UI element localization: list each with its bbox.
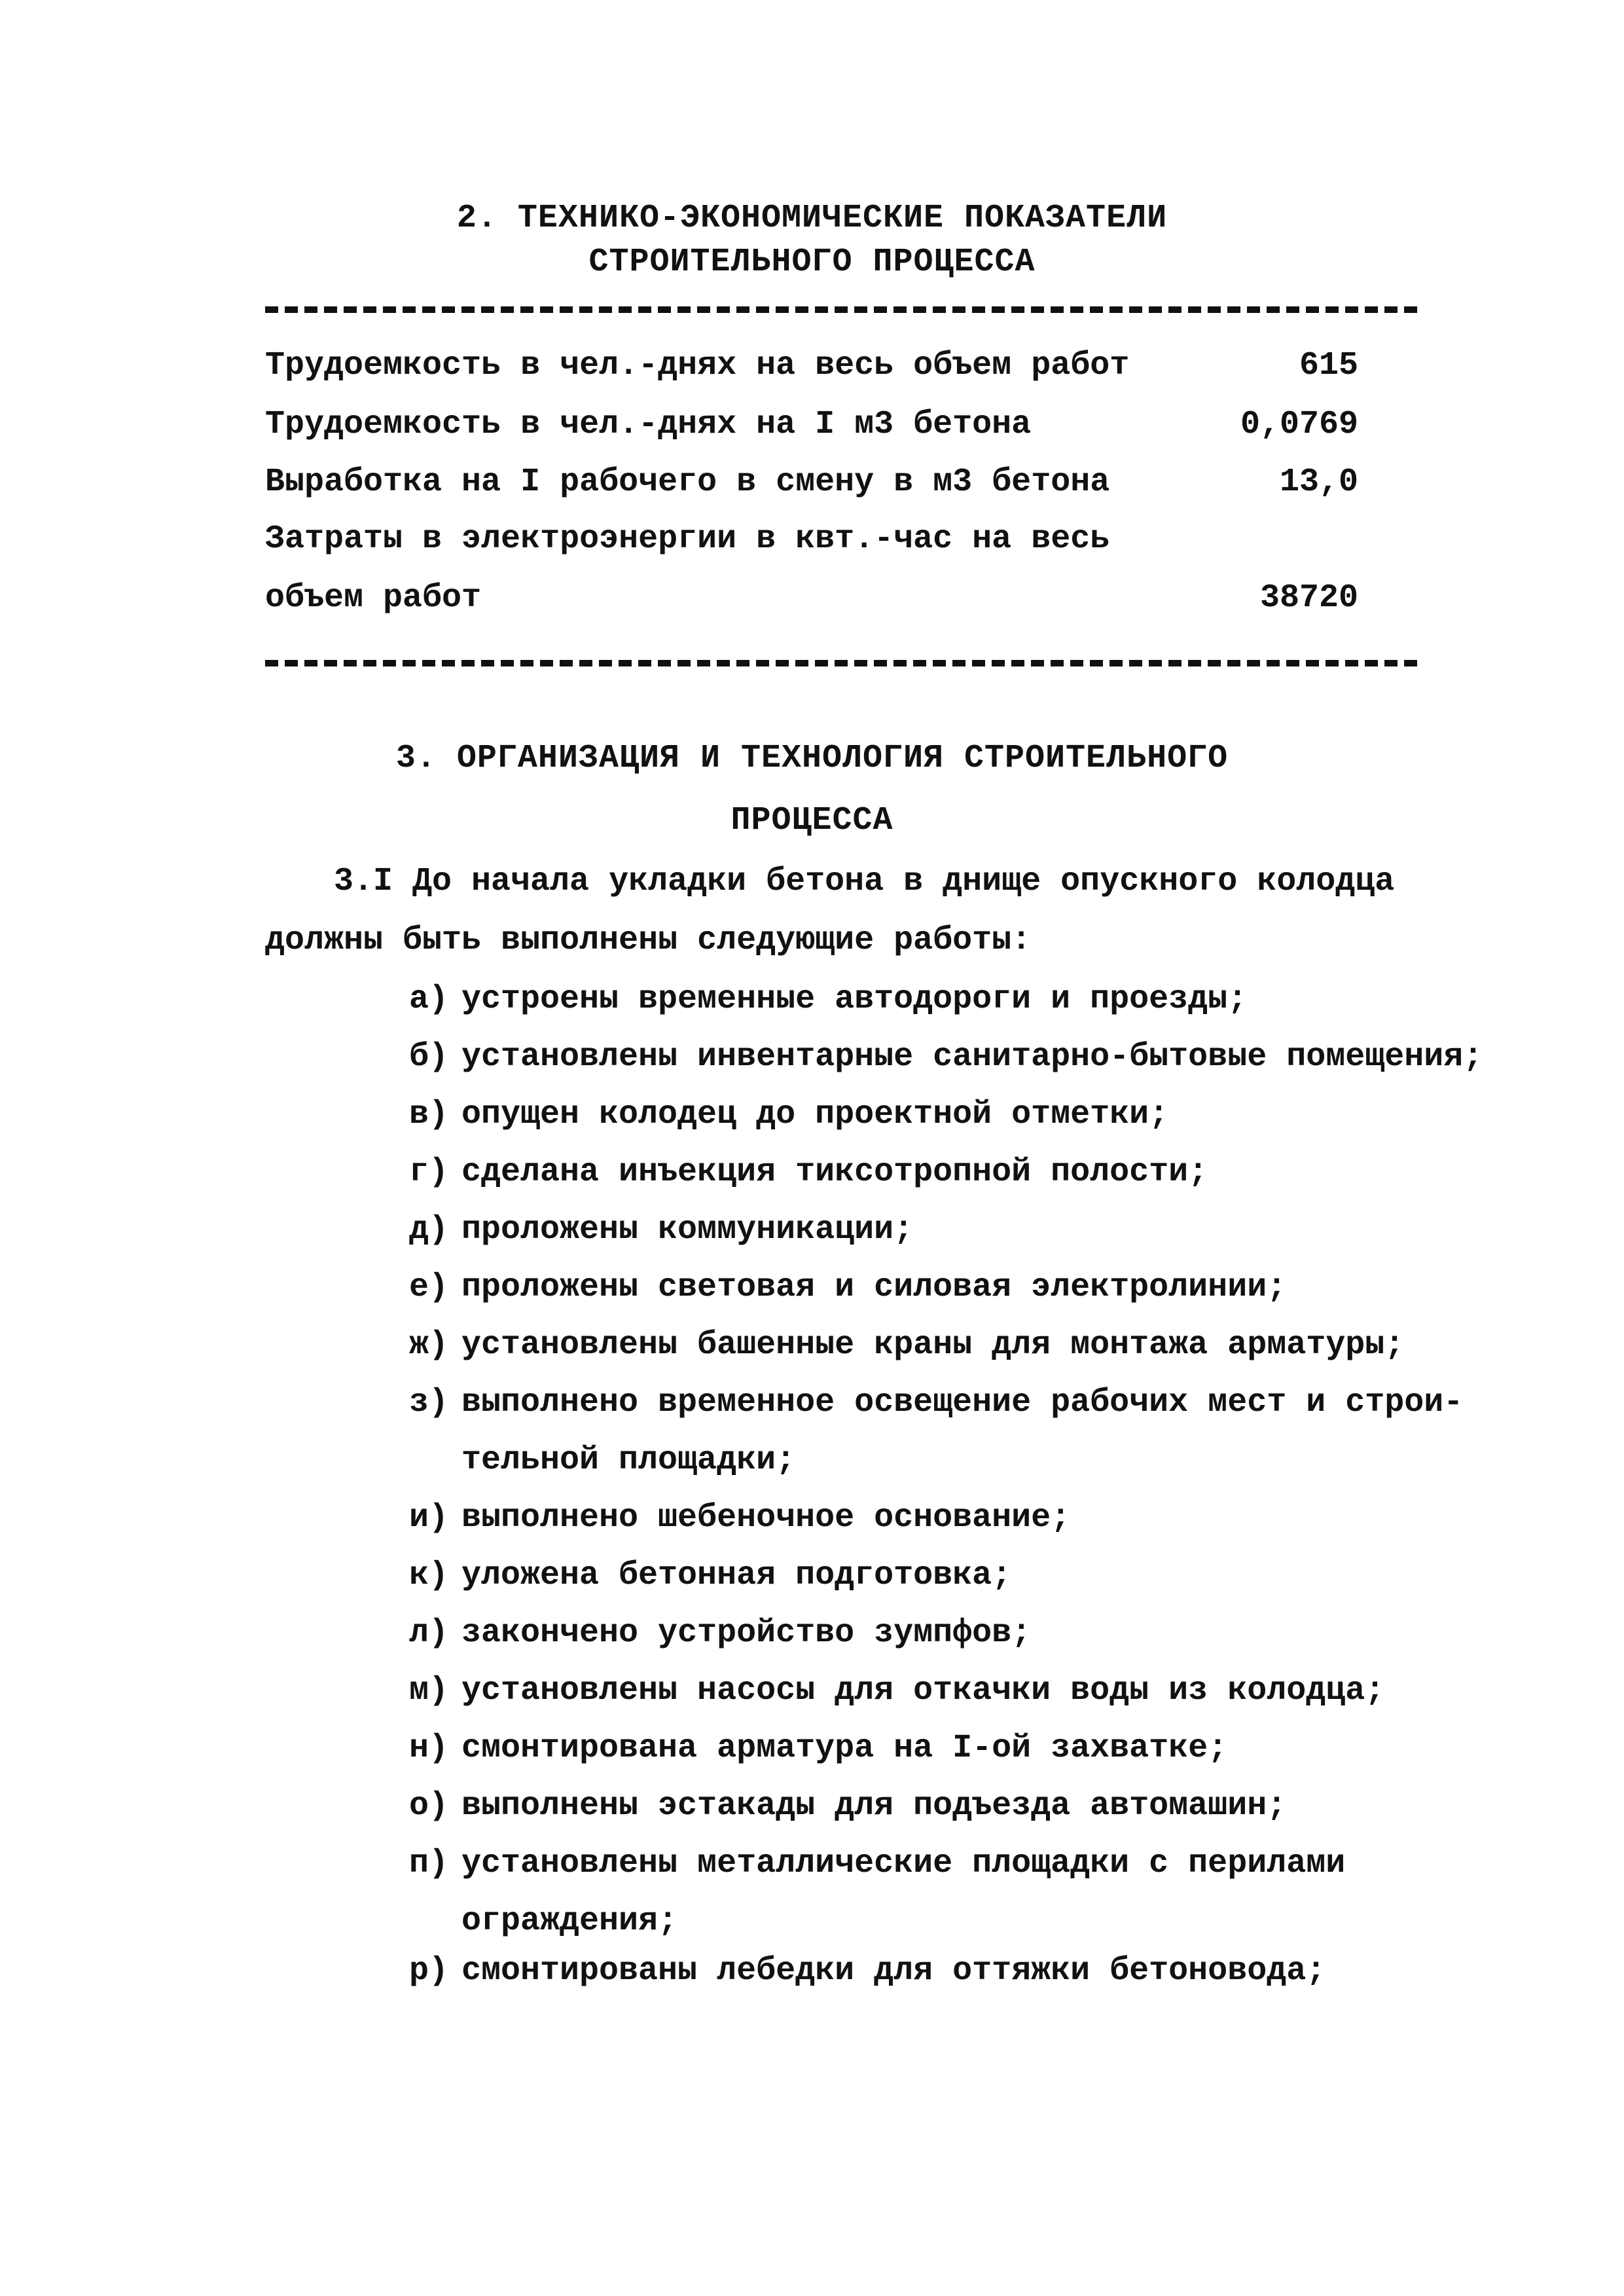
list-item bbox=[409, 1614, 1031, 1652]
indicator-label: Затраты в электроэнергии в квт.-час на весь bbox=[265, 520, 1110, 558]
list-item bbox=[409, 1326, 1404, 1364]
list-item-letter: д) bbox=[409, 1211, 449, 1248]
list-item-letter: ж) bbox=[409, 1326, 449, 1364]
list-item-text: проложены световая и силовая электролинии; bbox=[461, 1269, 1287, 1306]
list-item-letter: о) bbox=[409, 1787, 449, 1825]
paragraph-line: должны быть выполнены следующие работы: bbox=[265, 922, 1032, 959]
list-item-text: установлены насосы для откачки воды из колодца; bbox=[461, 1672, 1385, 1709]
list-item-text: сделана инъекция тиксотропной полости; bbox=[461, 1154, 1208, 1191]
section3-title-line1: 3. ОРГАНИЗАЦИЯ И ТЕХНОЛОГИЯ СТРОИТЕЛЬНОГО bbox=[395, 740, 1229, 777]
list-item-continuation: ограждения; bbox=[461, 1903, 678, 1940]
list-item bbox=[409, 981, 1247, 1018]
indicator-row bbox=[265, 347, 1358, 384]
list-item-letter: б) bbox=[409, 1038, 449, 1076]
list-item-letter: з) bbox=[409, 1384, 449, 1421]
list-item bbox=[409, 1557, 1011, 1594]
section3-title-line2: ПРОЦЕССА bbox=[731, 802, 893, 839]
list-item bbox=[409, 1154, 1208, 1191]
list-item-text: выполнены эстакады для подъезда автомашин; bbox=[461, 1787, 1287, 1825]
indicator-value: 13,0 bbox=[1279, 464, 1358, 501]
indicator-value: 0,0769 bbox=[1240, 406, 1358, 443]
list-item-text: установлены башенные краны для монтажа арматуры; bbox=[461, 1326, 1405, 1364]
list-item-letter: м) bbox=[409, 1672, 449, 1709]
indicator-label: Трудоемкость в чел.-днях на весь объем работ bbox=[265, 347, 1130, 384]
list-item-text: выполнено шебеночное основание; bbox=[461, 1499, 1071, 1537]
list-item-letter: а) bbox=[409, 981, 449, 1018]
top-divider bbox=[265, 306, 1417, 313]
bottom-divider bbox=[265, 660, 1417, 666]
list-item bbox=[409, 1730, 1227, 1767]
list-item-letter: п) bbox=[409, 1845, 449, 1882]
list-item-text: выполнено временное освещение рабочих мест и строи- bbox=[461, 1384, 1464, 1421]
list-item bbox=[409, 1038, 1483, 1076]
list-item-letter: е) bbox=[409, 1269, 449, 1306]
list-item bbox=[409, 1096, 1168, 1133]
indicator-value: 38720 bbox=[1259, 579, 1358, 617]
list-item-text: проложены коммуникации; bbox=[461, 1211, 914, 1248]
list-item-letter: к) bbox=[409, 1557, 449, 1594]
list-item-text: установлены инвентарные санитарно-бытовые помещения; bbox=[461, 1038, 1483, 1076]
list-item-text: смонтирована арматура на I-ой захватке; bbox=[461, 1730, 1228, 1767]
list-item bbox=[409, 1952, 1326, 1990]
list-item-text: установлены металлические площадки с перилами bbox=[461, 1845, 1346, 1882]
indicator-label: Трудоемкость в чел.-днях на I м3 бетона bbox=[265, 406, 1032, 443]
list-item bbox=[409, 1787, 1286, 1825]
section2-title-line2: СТРОИТЕЛЬНОГО ПРОЦЕССА bbox=[588, 244, 1036, 281]
list-item bbox=[409, 1269, 1286, 1306]
list-item-text: смонтированы лебедки для оттяжки бетоновода; bbox=[461, 1952, 1326, 1990]
list-item-continuation: тельной площадки; bbox=[461, 1442, 796, 1479]
indicator-row bbox=[265, 464, 1358, 501]
indicator-label: Выработка на I рабочего в смену в м3 бетона bbox=[265, 464, 1110, 501]
indicator-value: 615 bbox=[1299, 347, 1358, 384]
list-item-letter: в) bbox=[409, 1096, 449, 1133]
list-item bbox=[409, 1672, 1384, 1709]
list-item bbox=[409, 1845, 1345, 1882]
list-item-letter: л) bbox=[409, 1614, 449, 1652]
list-item-text: уложена бетонная подготовка; bbox=[461, 1557, 1012, 1594]
list-item-letter: г) bbox=[409, 1154, 449, 1191]
list-item-text: устроены временные автодороги и проезды; bbox=[461, 981, 1248, 1018]
list-item-letter: и) bbox=[409, 1499, 449, 1537]
indicator-row bbox=[265, 520, 1358, 558]
section2-title-line1: 2. ТЕХНИКО-ЭКОНОМИЧЕСКИЕ ПОКАЗАТЕЛИ bbox=[456, 200, 1168, 237]
list-item-letter: р) bbox=[409, 1952, 449, 1990]
list-item bbox=[409, 1384, 1463, 1421]
list-item-text: опущен колодец до проектной отметки; bbox=[461, 1096, 1169, 1133]
list-item bbox=[409, 1211, 913, 1248]
paragraph-line: 3.I До начала укладки бетона в днище опускного колодца bbox=[334, 863, 1395, 900]
indicator-row bbox=[265, 406, 1358, 443]
list-item-text: закончено устройство зумпфов; bbox=[461, 1614, 1032, 1652]
list-item-letter: н) bbox=[409, 1730, 449, 1767]
indicator-row bbox=[265, 579, 1358, 617]
list-item bbox=[409, 1499, 1070, 1537]
indicator-label: объем работ bbox=[265, 579, 482, 617]
